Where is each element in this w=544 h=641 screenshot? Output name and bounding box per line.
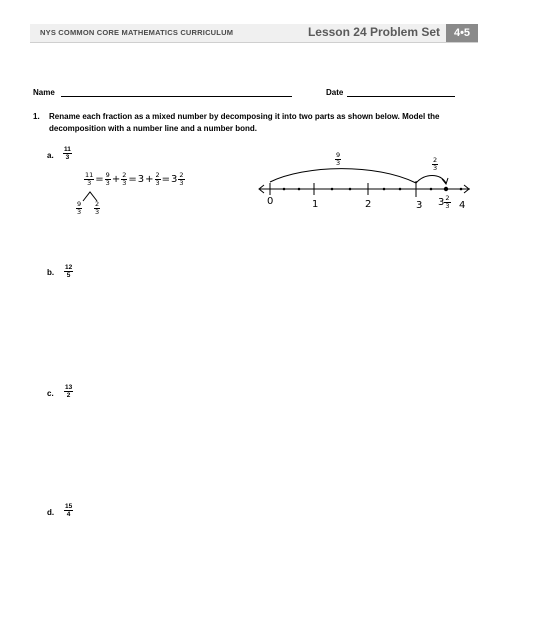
example-fraction-2-3 — [121, 172, 127, 187]
curriculum-title: NYS COMMON CORE MATHEMATICS CURRICULUM — [40, 28, 234, 37]
arc-big-label — [335, 152, 341, 167]
part-d-label: d. — [47, 508, 55, 517]
bond-part-right — [94, 201, 100, 216]
example-numerator: 11 — [85, 171, 94, 179]
part-c-label: c. — [47, 389, 54, 398]
tick-label-2: 2 — [365, 199, 372, 210]
example-fraction-11-3 — [84, 172, 94, 187]
example-fraction-2-3 — [155, 172, 161, 187]
example-denominator: 3 — [122, 179, 127, 187]
part-a-denominator: 3 — [65, 154, 70, 161]
date-field[interactable] — [347, 96, 455, 97]
arc-big — [270, 169, 416, 183]
plus-sign: + — [111, 174, 121, 185]
problem-number: 1. — [33, 112, 40, 121]
instruction-line-1: Rename each fraction as a mixed number by decomposing it into two parts as shown below. Model the — [49, 112, 440, 121]
example-denominator: 3 — [105, 179, 110, 187]
bond-left-denominator: 3 — [77, 208, 82, 216]
arc-small — [416, 176, 446, 184]
part-b-label: b. — [47, 268, 55, 277]
example-denominator: 3 — [179, 179, 184, 187]
part-d-numerator: 15 — [65, 503, 73, 510]
endpoint-whole: 3 — [438, 197, 445, 208]
example-numerator: 2 — [122, 171, 127, 179]
bond-left-numerator: 9 — [77, 200, 82, 208]
example-denominator: 3 — [155, 179, 160, 187]
equals-sign: = — [95, 174, 104, 185]
tick-label-1: 1 — [312, 199, 319, 210]
name-label: Name — [33, 88, 55, 97]
example-fraction-9-3 — [105, 172, 111, 187]
part-a-fraction — [63, 146, 72, 161]
page-header — [30, 24, 478, 43]
arc-small-label — [432, 157, 438, 172]
date-label: Date — [326, 88, 344, 97]
part-a-label: a. — [47, 151, 54, 160]
endpoint-numerator: 2 — [445, 194, 450, 202]
part-d-denominator: 4 — [66, 511, 71, 518]
example-numerator: 2 — [155, 171, 160, 179]
arc-small-denominator: 3 — [433, 164, 438, 172]
grade-badge: 4•5 — [446, 24, 478, 42]
example-numerator: 2 — [179, 171, 184, 179]
endpoint-denominator: 3 — [445, 202, 450, 210]
arc-big-numerator: 9 — [336, 151, 341, 159]
instruction-line-2: decomposition with a number line and a number bond. — [49, 124, 258, 133]
example-denominator: 3 — [87, 179, 92, 187]
lesson-title: Lesson 24 Problem Set — [307, 25, 440, 39]
tick-label-4: 4 — [459, 200, 466, 211]
bond-right-denominator: 3 — [95, 208, 100, 216]
part-a-numerator: 11 — [64, 146, 71, 153]
part-c-denominator: 2 — [66, 392, 71, 399]
tick-label-3: 3 — [416, 200, 423, 211]
example-numerator: 9 — [105, 171, 110, 179]
name-field[interactable] — [61, 96, 292, 97]
equals-sign: = — [128, 174, 137, 185]
part-b-denominator: 5 — [66, 272, 71, 279]
bond-right-numerator: 2 — [95, 200, 100, 208]
arc-big-denominator: 3 — [336, 159, 341, 167]
mixed-number-whole: 3 — [171, 174, 178, 185]
part-b-numerator: 12 — [65, 264, 73, 271]
bond-part-left — [76, 201, 82, 216]
tick-label-0: 0 — [267, 196, 274, 207]
part-b-fraction — [64, 264, 73, 279]
endpoint-mixed-number — [438, 195, 451, 210]
number-line-model — [255, 145, 475, 225]
part-c-numerator: 13 — [65, 384, 73, 391]
arc-small-numerator: 2 — [433, 156, 438, 164]
endpoint-fraction — [444, 195, 450, 210]
plus-sign: + — [145, 174, 154, 185]
whole-number: 3 — [137, 174, 145, 185]
mixed-number-fraction — [178, 172, 184, 187]
part-d-fraction — [64, 503, 73, 518]
part-c-fraction — [64, 384, 73, 399]
equals-sign: = — [161, 174, 171, 185]
example-equation — [84, 172, 185, 187]
